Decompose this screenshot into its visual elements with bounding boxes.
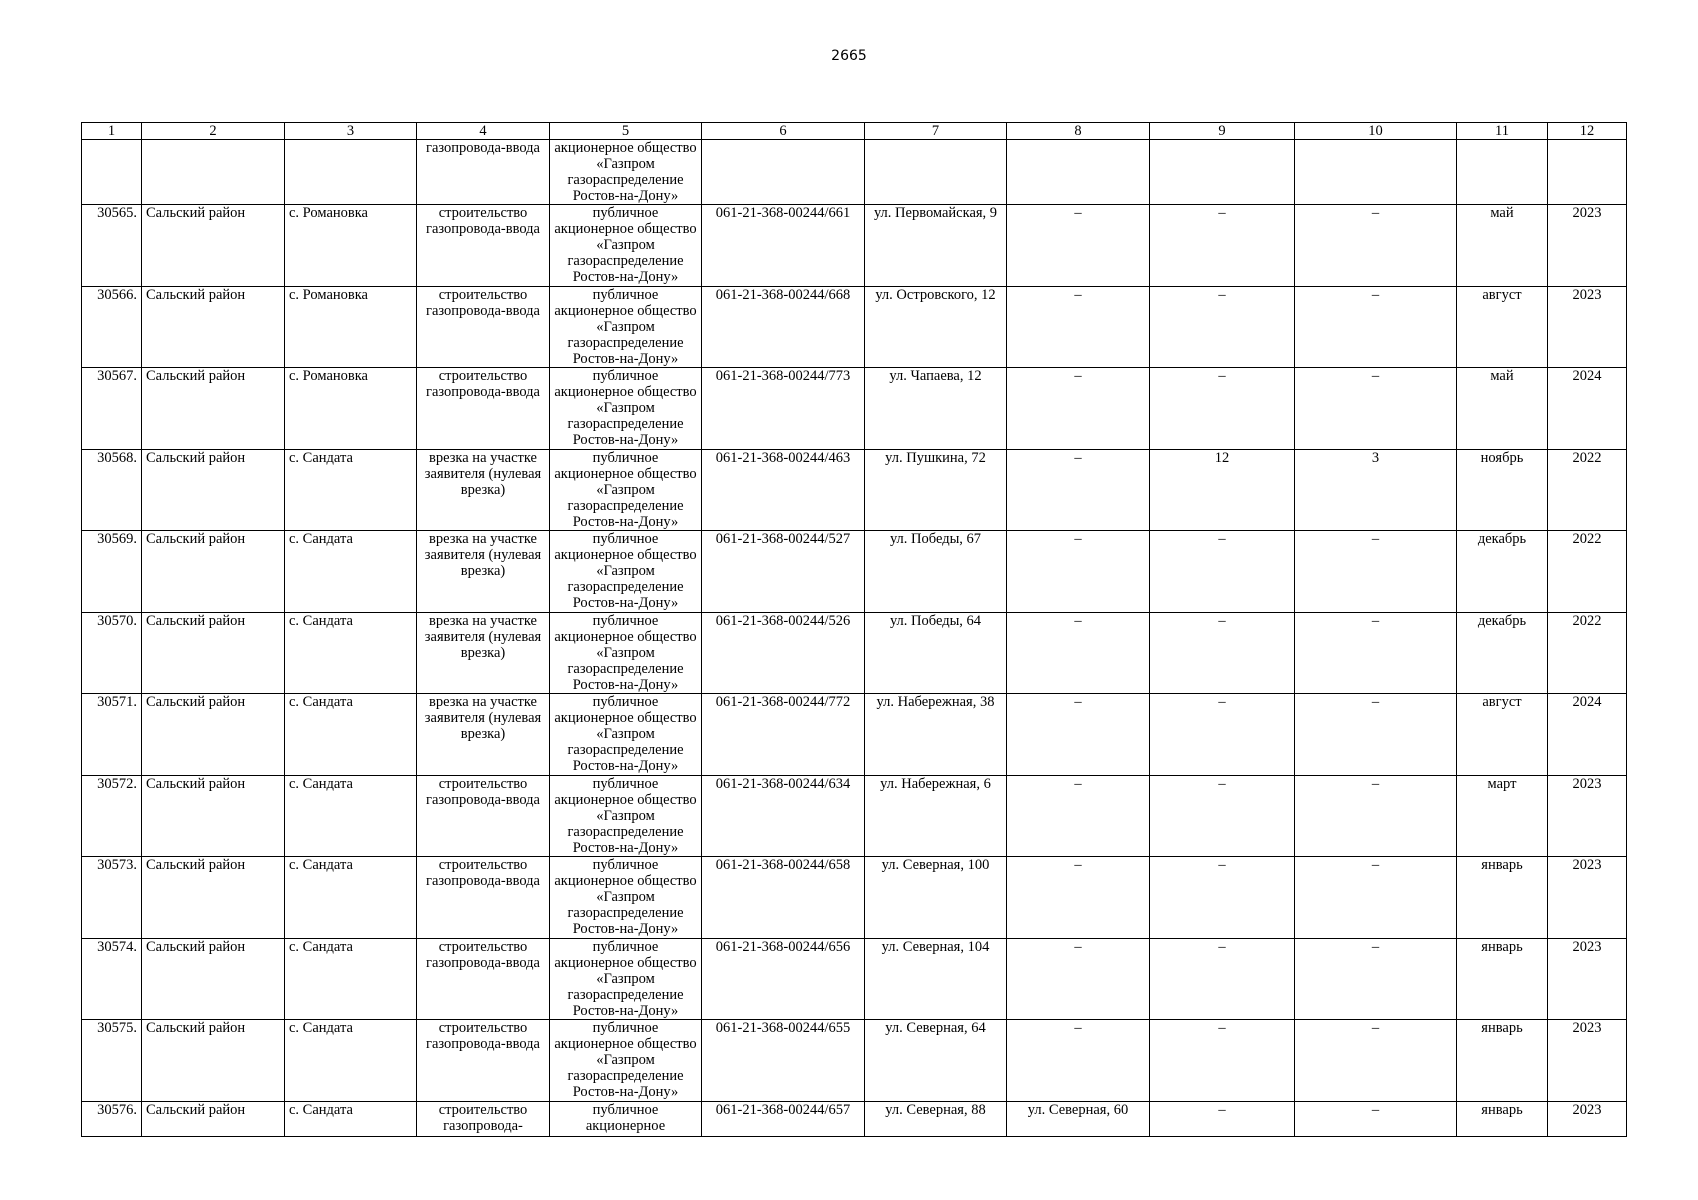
table-row (82, 612, 1627, 694)
cell-row-number: 30568. (82, 449, 142, 531)
cell-year: 2022 (1548, 612, 1627, 694)
cell-work-type: газопровода-ввода (417, 140, 550, 205)
cell-address (865, 140, 1007, 205)
cell-settlement: с. Сандата (285, 775, 417, 857)
cell-address-alt: – (1007, 531, 1150, 613)
table-body (82, 140, 1627, 1137)
cell-address-alt: – (1007, 368, 1150, 450)
cell-month: январь (1457, 1101, 1548, 1136)
cell-value-10: – (1295, 286, 1457, 368)
cell-work-type: строительство газопровода-ввода (417, 775, 550, 857)
cell-district: Сальский район (142, 1101, 285, 1136)
cell-permit-number (702, 140, 865, 205)
cell-row-number: 30569. (82, 531, 142, 613)
cell-organization: публичное акционерное общество «Газпром газораспределение Ростов-на-Дону» (550, 694, 702, 776)
cell-address: ул. Северная, 100 (865, 857, 1007, 939)
cell-value-9: – (1150, 938, 1295, 1020)
cell-month: август (1457, 286, 1548, 368)
cell-value-10: – (1295, 938, 1457, 1020)
column-header-1: 1 (82, 123, 142, 140)
cell-address: ул. Чапаева, 12 (865, 368, 1007, 450)
cell-row-number: 30572. (82, 775, 142, 857)
cell-organization: публичное акционерное общество «Газпром газораспределение Ростов-на-Дону» (550, 531, 702, 613)
table-row (82, 286, 1627, 368)
cell-permit-number: 061-21-368-00244/655 (702, 1020, 865, 1102)
cell-month (1457, 140, 1548, 205)
cell-organization: публичное акционерное общество «Газпром газораспределение Ростов-на-Дону» (550, 775, 702, 857)
cell-value-10: – (1295, 694, 1457, 776)
cell-district: Сальский район (142, 775, 285, 857)
column-header-12: 12 (1548, 123, 1627, 140)
cell-value-10: – (1295, 531, 1457, 613)
column-header-9: 9 (1150, 123, 1295, 140)
cell-district: Сальский район (142, 694, 285, 776)
cell-permit-number: 061-21-368-00244/657 (702, 1101, 865, 1136)
cell-value-10: – (1295, 857, 1457, 939)
cell-value-10: – (1295, 205, 1457, 287)
cell-year (1548, 140, 1627, 205)
cell-work-type: врезка на участке заявителя (нулевая врезка) (417, 531, 550, 613)
cell-permit-number: 061-21-368-00244/463 (702, 449, 865, 531)
table-row (82, 205, 1627, 287)
table-row (82, 140, 1627, 205)
cell-value-10: – (1295, 1101, 1457, 1136)
cell-row-number: 30570. (82, 612, 142, 694)
cell-permit-number: 061-21-368-00244/772 (702, 694, 865, 776)
cell-address: ул. Пушкина, 72 (865, 449, 1007, 531)
cell-row-number: 30566. (82, 286, 142, 368)
cell-work-type: строительство газопровода- (417, 1101, 550, 1136)
cell-organization: публичное акционерное общество «Газпром газораспределение Ростов-на-Дону» (550, 205, 702, 287)
cell-district (142, 140, 285, 205)
cell-settlement: с. Сандата (285, 449, 417, 531)
cell-address: ул. Победы, 67 (865, 531, 1007, 613)
cell-district: Сальский район (142, 531, 285, 613)
cell-organization: акционерное общество «Газпром газораспределение Ростов-на-Дону» (550, 140, 702, 205)
cell-work-type: строительство газопровода-ввода (417, 286, 550, 368)
cell-settlement: с. Романовка (285, 286, 417, 368)
cell-district: Сальский район (142, 612, 285, 694)
column-header-5: 5 (550, 123, 702, 140)
cell-year: 2023 (1548, 1020, 1627, 1102)
cell-address-alt: – (1007, 694, 1150, 776)
cell-district: Сальский район (142, 205, 285, 287)
cell-work-type: строительство газопровода-ввода (417, 857, 550, 939)
column-header-10: 10 (1295, 123, 1457, 140)
cell-settlement: с. Сандата (285, 531, 417, 613)
cell-month: январь (1457, 1020, 1548, 1102)
cell-address: ул. Набережная, 38 (865, 694, 1007, 776)
cell-district: Сальский район (142, 857, 285, 939)
cell-address-alt: – (1007, 612, 1150, 694)
column-header-7: 7 (865, 123, 1007, 140)
cell-organization: публичное акционерное общество «Газпром газораспределение Ростов-на-Дону» (550, 612, 702, 694)
cell-district: Сальский район (142, 286, 285, 368)
cell-year: 2023 (1548, 857, 1627, 939)
cell-year: 2024 (1548, 368, 1627, 450)
cell-organization: публичное акционерное общество «Газпром газораспределение Ростов-на-Дону» (550, 286, 702, 368)
cell-month: март (1457, 775, 1548, 857)
table-row (82, 531, 1627, 613)
cell-value-9: – (1150, 531, 1295, 613)
table-header (82, 123, 1627, 140)
cell-permit-number: 061-21-368-00244/656 (702, 938, 865, 1020)
cell-year: 2023 (1548, 775, 1627, 857)
cell-value-9: – (1150, 368, 1295, 450)
cell-address-alt: – (1007, 1020, 1150, 1102)
cell-year: 2024 (1548, 694, 1627, 776)
cell-month: декабрь (1457, 612, 1548, 694)
cell-value-9: – (1150, 286, 1295, 368)
table-row (82, 1101, 1627, 1136)
cell-row-number: 30565. (82, 205, 142, 287)
cell-work-type: врезка на участке заявителя (нулевая врезка) (417, 449, 550, 531)
cell-settlement (285, 140, 417, 205)
data-table (81, 122, 1627, 1137)
cell-organization: публичное акционерное общество «Газпром газораспределение Ростов-на-Дону» (550, 857, 702, 939)
cell-settlement: с. Сандата (285, 1101, 417, 1136)
cell-row-number: 30575. (82, 1020, 142, 1102)
cell-settlement: с. Сандата (285, 1020, 417, 1102)
cell-settlement: с. Сандата (285, 694, 417, 776)
cell-settlement: с. Сандата (285, 857, 417, 939)
cell-address: ул. Победы, 64 (865, 612, 1007, 694)
cell-district: Сальский район (142, 449, 285, 531)
cell-month: январь (1457, 938, 1548, 1020)
table-row (82, 449, 1627, 531)
cell-year: 2022 (1548, 449, 1627, 531)
column-header-6: 6 (702, 123, 865, 140)
cell-month: декабрь (1457, 531, 1548, 613)
cell-address: ул. Набережная, 6 (865, 775, 1007, 857)
cell-value-10 (1295, 140, 1457, 205)
cell-row-number: 30573. (82, 857, 142, 939)
cell-permit-number: 061-21-368-00244/661 (702, 205, 865, 287)
column-header-11: 11 (1457, 123, 1548, 140)
cell-month: август (1457, 694, 1548, 776)
column-header-4: 4 (417, 123, 550, 140)
cell-address-alt: – (1007, 938, 1150, 1020)
cell-work-type: строительство газопровода-ввода (417, 368, 550, 450)
cell-permit-number: 061-21-368-00244/668 (702, 286, 865, 368)
column-header-3: 3 (285, 123, 417, 140)
cell-row-number: 30576. (82, 1101, 142, 1136)
cell-value-10: – (1295, 368, 1457, 450)
cell-organization: публичное акционерное общество «Газпром газораспределение Ростов-на-Дону» (550, 1020, 702, 1102)
cell-work-type: строительство газопровода-ввода (417, 938, 550, 1020)
cell-value-9 (1150, 140, 1295, 205)
cell-year: 2023 (1548, 938, 1627, 1020)
cell-address-alt: – (1007, 286, 1150, 368)
cell-work-type: строительство газопровода-ввода (417, 1020, 550, 1102)
cell-address: ул. Северная, 104 (865, 938, 1007, 1020)
cell-row-number (82, 140, 142, 205)
cell-organization: публичное акционерное общество «Газпром газораспределение Ростов-на-Дону» (550, 449, 702, 531)
cell-permit-number: 061-21-368-00244/527 (702, 531, 865, 613)
cell-month: январь (1457, 857, 1548, 939)
cell-address-alt (1007, 140, 1150, 205)
cell-address: ул. Северная, 88 (865, 1101, 1007, 1136)
page-number: 2665 (831, 48, 867, 64)
cell-permit-number: 061-21-368-00244/773 (702, 368, 865, 450)
cell-address-alt: – (1007, 775, 1150, 857)
cell-permit-number: 061-21-368-00244/526 (702, 612, 865, 694)
cell-value-10: – (1295, 612, 1457, 694)
cell-year: 2023 (1548, 205, 1627, 287)
table-row (82, 857, 1627, 939)
cell-address: ул. Первомайская, 9 (865, 205, 1007, 287)
cell-work-type: строительство газопровода-ввода (417, 205, 550, 287)
cell-work-type: врезка на участке заявителя (нулевая врезка) (417, 694, 550, 776)
cell-district: Сальский район (142, 1020, 285, 1102)
cell-value-9: 12 (1150, 449, 1295, 531)
cell-district: Сальский район (142, 938, 285, 1020)
cell-settlement: с. Романовка (285, 205, 417, 287)
cell-value-9: – (1150, 1020, 1295, 1102)
cell-organization: публичное акционерное общество «Газпром газораспределение Ростов-на-Дону» (550, 938, 702, 1020)
cell-address-alt: – (1007, 449, 1150, 531)
cell-address: ул. Северная, 64 (865, 1020, 1007, 1102)
cell-year: 2022 (1548, 531, 1627, 613)
cell-settlement: с. Романовка (285, 368, 417, 450)
column-header-2: 2 (142, 123, 285, 140)
cell-month: ноябрь (1457, 449, 1548, 531)
cell-value-9: – (1150, 612, 1295, 694)
header-row (82, 123, 1627, 140)
cell-value-10: 3 (1295, 449, 1457, 531)
table-row (82, 1020, 1627, 1102)
table-row (82, 368, 1627, 450)
cell-row-number: 30567. (82, 368, 142, 450)
cell-value-9: – (1150, 694, 1295, 776)
cell-row-number: 30574. (82, 938, 142, 1020)
cell-permit-number: 061-21-368-00244/634 (702, 775, 865, 857)
cell-settlement: с. Сандата (285, 612, 417, 694)
cell-address: ул. Островского, 12 (865, 286, 1007, 368)
column-header-8: 8 (1007, 123, 1150, 140)
cell-year: 2023 (1548, 286, 1627, 368)
cell-work-type: врезка на участке заявителя (нулевая врезка) (417, 612, 550, 694)
cell-organization: публичное акционерное общество «Газпром газораспределение Ростов-на-Дону» (550, 368, 702, 450)
cell-year: 2023 (1548, 1101, 1627, 1136)
table-row (82, 938, 1627, 1020)
cell-address-alt: ул. Северная, 60 (1007, 1101, 1150, 1136)
cell-value-10: – (1295, 1020, 1457, 1102)
cell-value-9: – (1150, 205, 1295, 287)
cell-settlement: с. Сандата (285, 938, 417, 1020)
cell-value-9: – (1150, 775, 1295, 857)
cell-organization: публичное акционерное (550, 1101, 702, 1136)
cell-district: Сальский район (142, 368, 285, 450)
cell-row-number: 30571. (82, 694, 142, 776)
cell-permit-number: 061-21-368-00244/658 (702, 857, 865, 939)
cell-value-9: – (1150, 1101, 1295, 1136)
cell-address-alt: – (1007, 857, 1150, 939)
cell-month: май (1457, 368, 1548, 450)
cell-value-10: – (1295, 775, 1457, 857)
table-row (82, 775, 1627, 857)
table-row (82, 694, 1627, 776)
cell-value-9: – (1150, 857, 1295, 939)
cell-address-alt: – (1007, 205, 1150, 287)
cell-month: май (1457, 205, 1548, 287)
